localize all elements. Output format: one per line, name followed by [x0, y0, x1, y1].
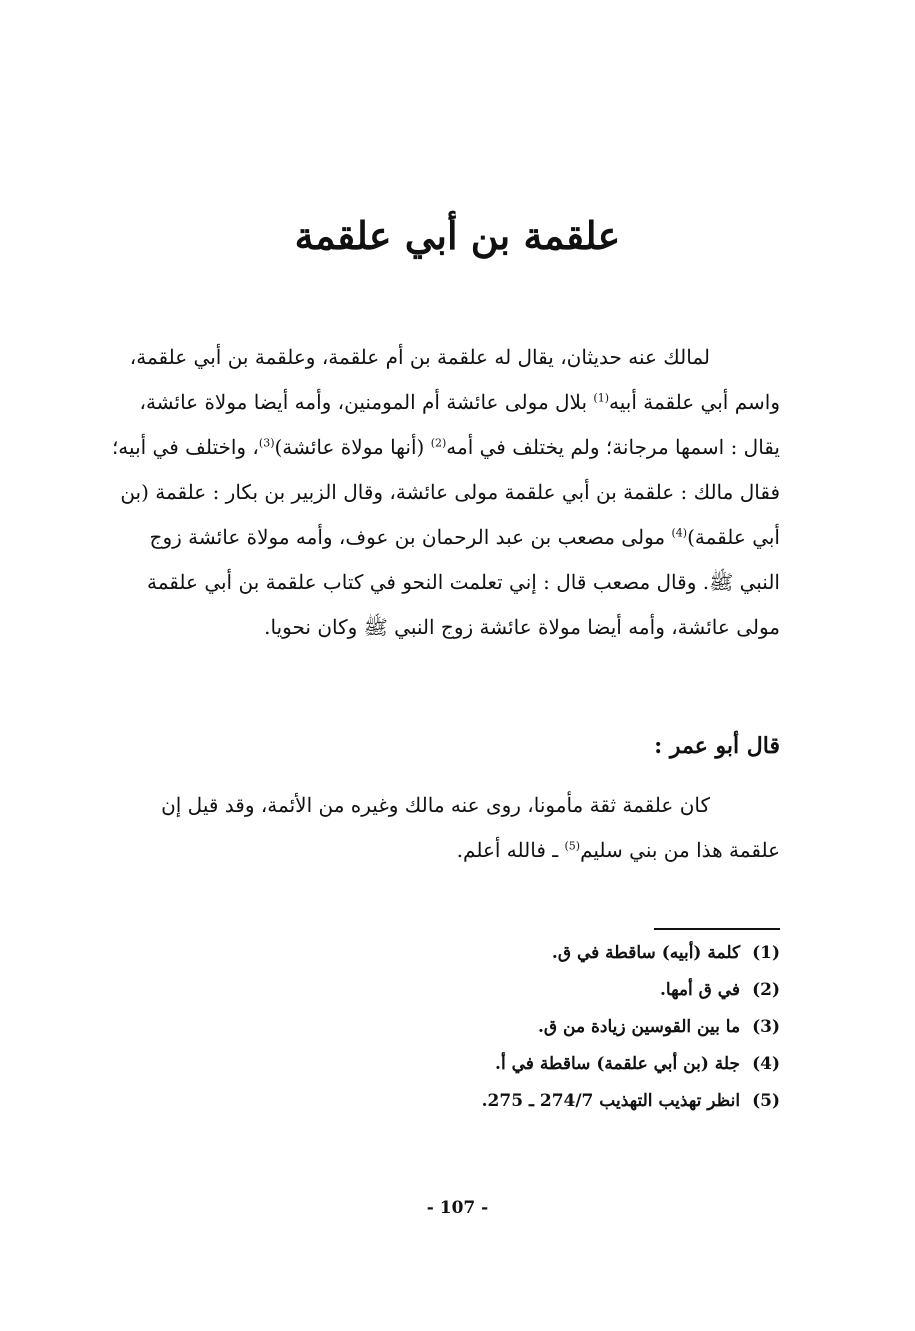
footnote-ref[interactable]: (3) — [258, 436, 275, 450]
footnote-number: (4) — [752, 1054, 780, 1074]
footnote-text: في ق أمها. — [659, 980, 741, 1000]
footnote-ref[interactable]: (2) — [430, 436, 447, 450]
line-text: علقمة هذا من بني سليم — [580, 838, 780, 862]
line-text: فقال مالك : علقمة بن أبي علقمة مولى عائشة، وقال الزبير بن بكار : علقمة (بن — [120, 480, 780, 504]
footnote-ref[interactable]: (4) — [671, 526, 688, 540]
main-paragraph — [75, 335, 780, 650]
paragraph-line — [75, 828, 780, 873]
page-title: علقمة بن أبي علقمة — [294, 213, 621, 258]
footnote-text: جلة (بن أبي علقمة) ساقطة في أ. — [495, 1054, 741, 1074]
line-text: ـ فالله أعلم. — [456, 838, 565, 862]
footnote-ref[interactable]: (1) — [593, 391, 609, 405]
line-text: لمالك عنه حديثان، يقال له علقمة بن أم علقمة، وعلقمة بن أبي علقمة، — [129, 345, 710, 369]
line-text: واسم أبي علقمة أبيه — [609, 390, 780, 414]
paragraph-line — [75, 605, 780, 650]
line-text: أبي علقمة) — [687, 525, 780, 549]
footnotes — [280, 935, 780, 1120]
line-text: ، واختلف في أبيه؛ — [111, 435, 259, 459]
paragraph-line — [75, 515, 780, 560]
line-text: بلال مولى عائشة أم المومنين، وأمه أيضا مولاة عائشة، — [139, 390, 594, 414]
line-text: كان علقمة ثقة مأمونا، روى عنه مالك وغيره من الأئمة، وقد قيل إن — [161, 793, 710, 817]
footnote-text: انظر تهذيب التهذيب 274/7 ـ 275. — [481, 1091, 741, 1111]
footnote-item — [280, 1046, 780, 1083]
paragraph-line — [75, 425, 780, 470]
footnote-separator — [654, 928, 780, 930]
footnote-number: (3) — [752, 1017, 780, 1037]
line-text: النبي ﷺ. وقال مصعب قال : إني تعلمت النحو في كتاب علقمة بن أبي علقمة — [147, 570, 780, 594]
line-text: مولى مصعب بن عبد الرحمان بن عوف، وأمه مولاة عائشة زوج — [149, 525, 672, 549]
paragraph-line — [75, 380, 780, 425]
second-paragraph — [75, 783, 780, 873]
line-text: (أنها مولاة عائشة) — [274, 435, 431, 459]
paragraph-line — [75, 560, 780, 605]
page-number: - 107 - — [426, 1198, 489, 1218]
footnote-number: (1) — [752, 943, 780, 963]
footnote-text: ما بين القوسين زيادة من ق. — [538, 1017, 741, 1037]
footnote-ref[interactable]: (5) — [564, 839, 581, 853]
footnote-item — [280, 1083, 780, 1120]
footnote-number: (5) — [752, 1091, 780, 1111]
paragraph-line — [75, 783, 780, 828]
footnote-number: (2) — [752, 980, 780, 1000]
footnote-text: كلمة (أبيه) ساقطة في ق. — [551, 943, 741, 963]
paragraph-line — [75, 470, 780, 515]
line-text: مولى عائشة، وأمه أيضا مولاة عائشة زوج النبي ﷺ وكان نحويا. — [264, 615, 780, 639]
section-heading: قال أبو عمر : — [654, 733, 780, 759]
footnote-item — [280, 935, 780, 972]
paragraph-line — [75, 335, 780, 380]
footnote-item — [280, 1009, 780, 1046]
footnote-item — [280, 972, 780, 1009]
line-text: يقال : اسمها مرجانة؛ ولم يختلف في أمه — [446, 435, 780, 459]
